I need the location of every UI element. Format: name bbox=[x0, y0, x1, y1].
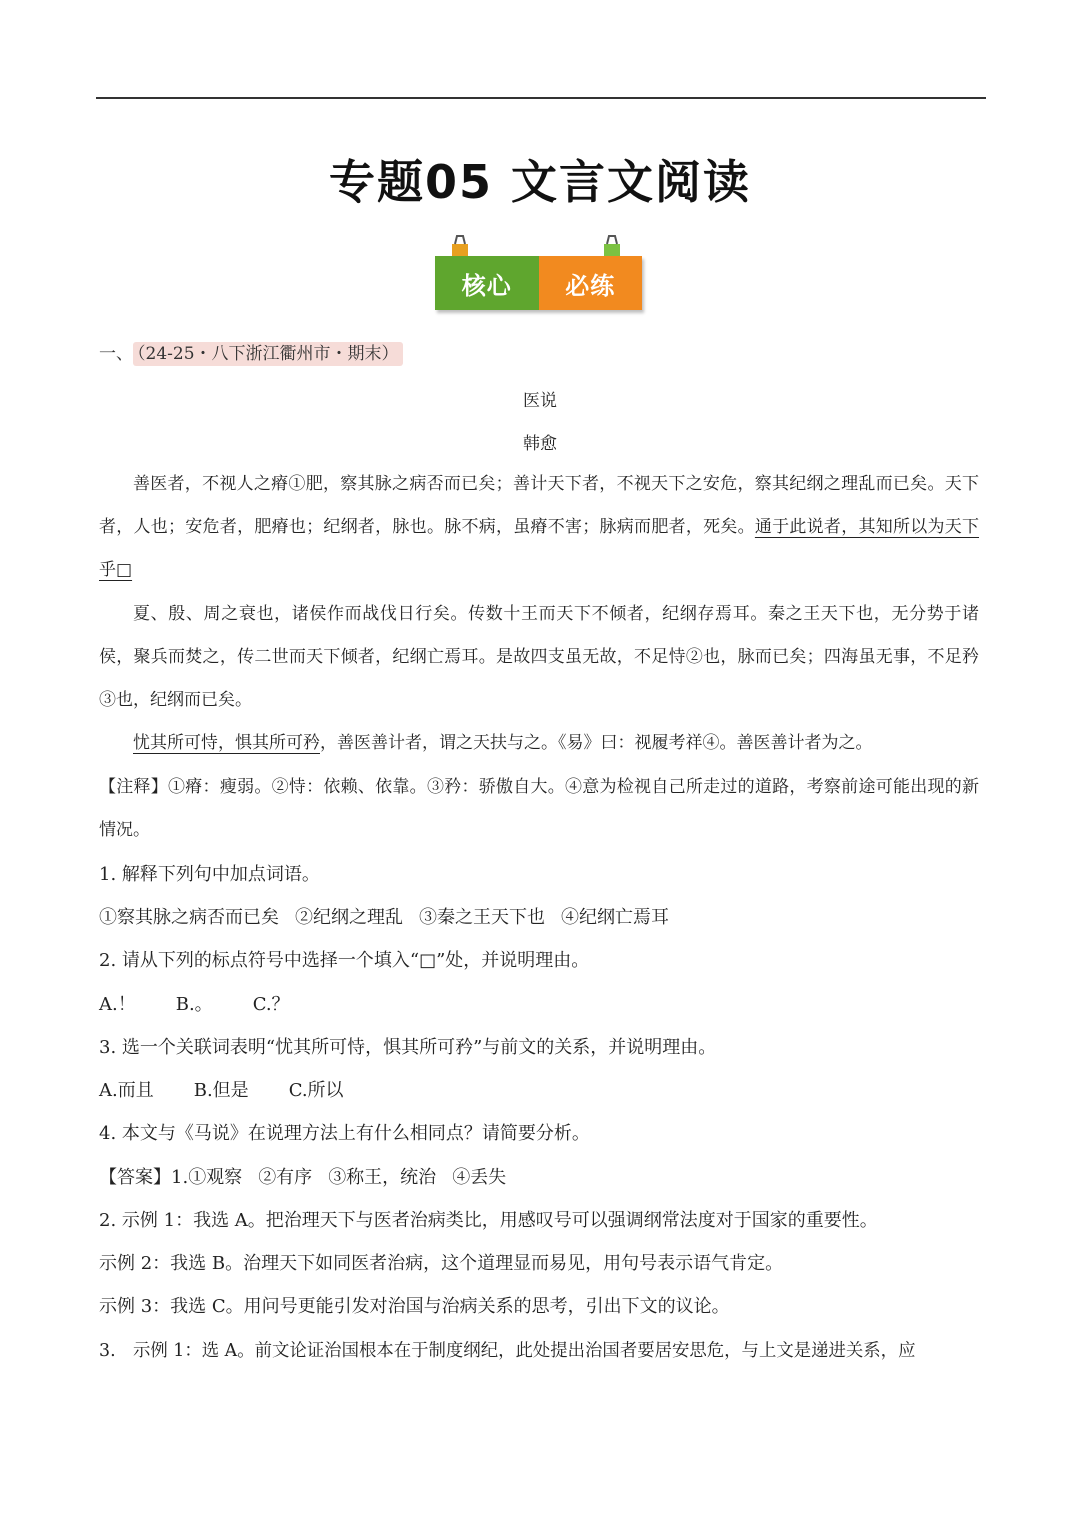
task-2-options bbox=[99, 990, 989, 1020]
task-4: 4. 本文与《马说》在说理方法上有什么相同点？请简要分析。 bbox=[99, 1123, 590, 1144]
badge-box bbox=[435, 256, 642, 310]
answer-2-example-2: 示例 2：我选 B。治理天下如同医者治病，这个道理显而易见，用句号表示语气肯定。 bbox=[99, 1253, 784, 1274]
top-rule bbox=[96, 97, 986, 99]
question-source bbox=[99, 341, 403, 367]
task-1-item: ③秦之王天下也 bbox=[419, 907, 545, 928]
annotation-notes: 【注释】①瘠：瘦弱。②恃：依赖、依靠。③矜：骄傲自大。④意为检视自己所走过的道路，考察前途可能出现的新情况。 bbox=[99, 777, 979, 840]
task-3-option: A.而且 bbox=[99, 1080, 154, 1101]
essay-paragraph-1 bbox=[99, 463, 979, 592]
essay-paragraph-3 bbox=[99, 722, 979, 765]
core-practice-badge bbox=[435, 234, 642, 314]
essay-author: 韩愈 bbox=[523, 434, 557, 454]
paragraph-1-text: 善医者，不视人之瘠①肥，察其脉之病否而已矣；善计天下者，不视天下之安危，察其纪纲之理乱而已矣。天下者，人也；安危者，肥瘠也；纪纲者，脉也。脉不病，虽瘠不害；脉病而肥者，死矣。 bbox=[99, 474, 979, 537]
task-1: 1. 解释下列句中加点词语。 bbox=[99, 864, 320, 885]
answer-2-example-3: 示例 3：我选 C。用问号更能引发对治国与治病关系的思考，引出下文的议论。 bbox=[99, 1296, 730, 1317]
answer-3-example-1: 3. 示例 1：选 A。前文论证治国根本在于制度纲纪，此处提出治国者要居安思危，与上文是递进关系，应 bbox=[99, 1341, 916, 1361]
answer-1 bbox=[99, 1163, 989, 1193]
badge-left-label: 核心 bbox=[435, 256, 539, 310]
question-prefix: 一、 bbox=[99, 344, 133, 364]
task-3-option: C.所以 bbox=[288, 1080, 344, 1101]
essay-paragraph-2: 夏、殷、周之衰也，诸侯作而战伐日行矣。传数十王而天下不倾者，纪纲存焉耳。秦之王天下也，无分势于诸侯，聚兵而焚之，传二世而天下倾者，纪纲亡焉耳。是故四支虽无故，不足恃②也，脉而已矣；四海虽无事，不足矜③也，纪纲而已矣。 bbox=[99, 604, 979, 710]
paragraph-3-text: ，善医善计者，谓之天扶与之。《易》曰：视履考祥④。善医善计者为之。 bbox=[320, 733, 873, 753]
task-1-item: ①察其脉之病否而已矣 bbox=[99, 907, 279, 928]
answer-1-item: ④丢失 bbox=[452, 1167, 507, 1188]
task-2: 2. 请从下列的标点符号中选择一个填入“□”处，并说明理由。 bbox=[99, 950, 590, 971]
task-3: 3. 选一个关联词表明“忧其所可恃，惧其所可矜”与前文的关系，并说明理由。 bbox=[99, 1037, 717, 1058]
badge-right-label: 必练 bbox=[539, 256, 643, 310]
page-title: 专题05 文言文阅读 bbox=[328, 155, 752, 209]
underlined-sentence-1: 通于此说者，其知所以为天下乎□ bbox=[99, 517, 980, 580]
source-tag: （24-25・八下浙江衢州市・期末） bbox=[133, 342, 403, 366]
underlined-sentence-2: 忧其所可恃，惧其所可矜 bbox=[133, 733, 320, 753]
task-1-item: ②纪纲之理乱 bbox=[295, 907, 403, 928]
answer-label: 【答案】1. bbox=[99, 1167, 189, 1188]
task-2-option: A.！ bbox=[99, 994, 136, 1015]
answer-2-example-1: 2. 示例 1：我选 A。把治理天下与医者治病类比，用感叹号可以强调纲常法度对于国家的重要性。 bbox=[99, 1210, 878, 1231]
task-2-option: B.。 bbox=[175, 994, 213, 1015]
task-3-option: B.但是 bbox=[193, 1080, 249, 1101]
task-2-option: C.？ bbox=[252, 994, 290, 1015]
task-1-items bbox=[99, 903, 989, 933]
answer-1-item: ③称王，统治 bbox=[328, 1167, 437, 1188]
answer-1-item: ①观察 bbox=[188, 1167, 243, 1188]
task-3-options bbox=[99, 1076, 989, 1106]
essay-title: 医说 bbox=[523, 391, 557, 411]
answer-1-item: ②有序 bbox=[258, 1167, 313, 1188]
task-1-item: ④纪纲亡焉耳 bbox=[561, 907, 669, 928]
